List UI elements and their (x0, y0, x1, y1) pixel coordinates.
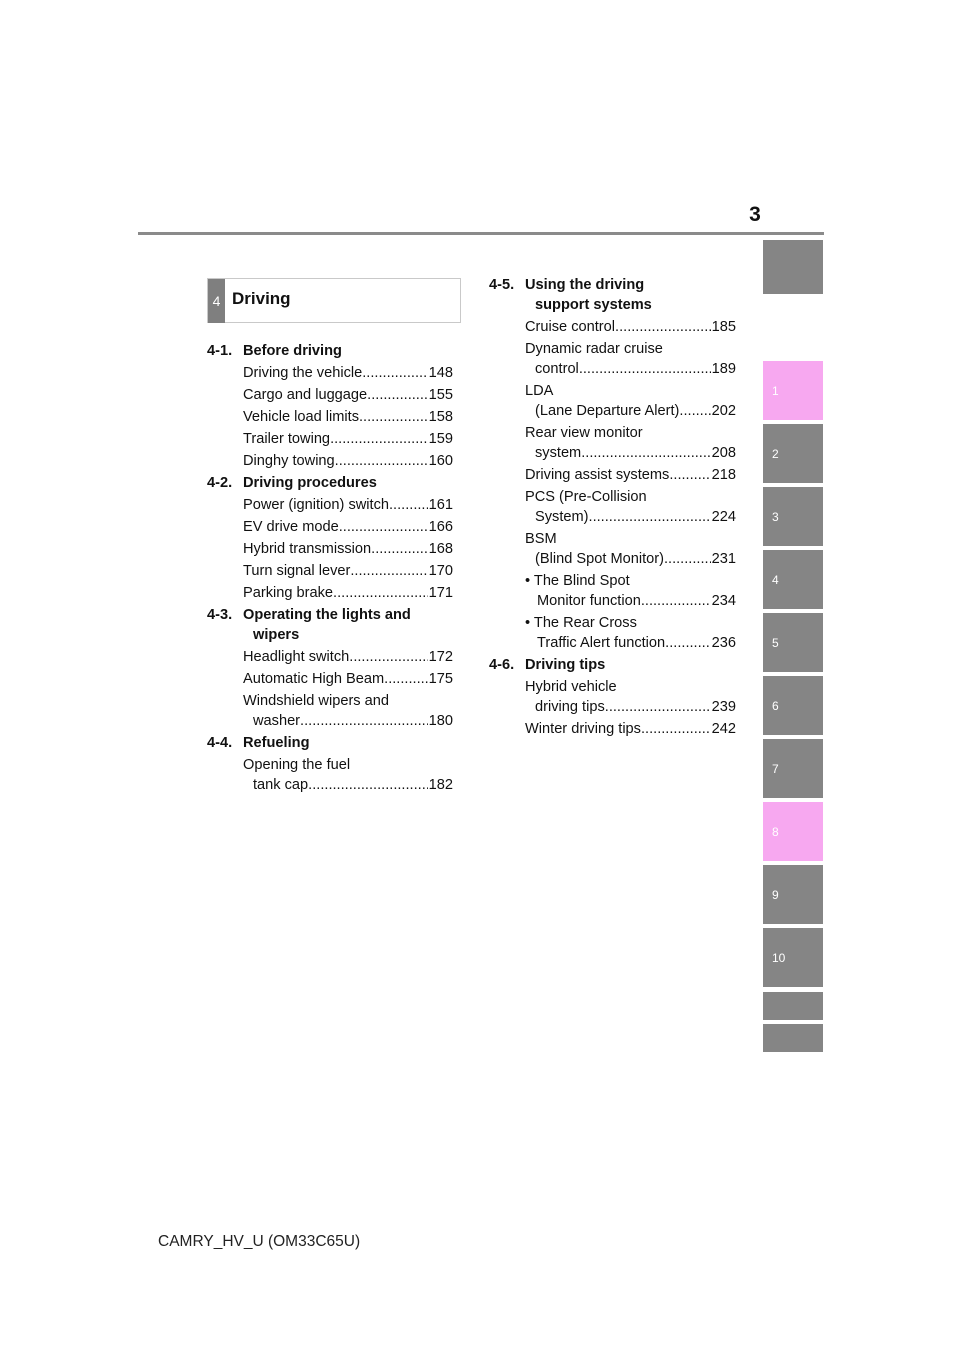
toc-entry-text: washer (253, 713, 301, 729)
toc-entry-text: Driving assist systems (525, 467, 670, 483)
toc-group-number: 4-5. (489, 277, 515, 293)
toc-entry-page: 175 (428, 671, 453, 687)
toc-entry-text: Traffic Alert function (537, 635, 666, 651)
toc-entry-text: LDA (525, 383, 554, 399)
toc-right-column (489, 275, 736, 741)
toc-entry-page: 168 (428, 541, 453, 557)
toc-entry-text: PCS (Pre-Collision (525, 489, 647, 505)
chapter-tab-9[interactable] (763, 865, 823, 924)
toc-group-label: Using the driving (525, 277, 645, 293)
toc-entry-page: 158 (428, 409, 453, 425)
dot-leader (384, 669, 428, 689)
toc-entry-page: 234 (711, 593, 736, 609)
toc-entry-page: 148 (428, 365, 453, 381)
toc-entry[interactable] (207, 495, 453, 515)
toc-group-title[interactable] (207, 733, 453, 753)
toc-entry[interactable] (489, 465, 736, 485)
toc-entry-text: System) (535, 509, 589, 525)
page-number: 3 (749, 203, 761, 226)
toc-entry-page: 208 (711, 445, 736, 461)
chapter-tab-2[interactable] (763, 424, 823, 483)
toc-left-column (207, 341, 453, 797)
chapter-tab-label: 2 (772, 447, 779, 461)
toc-group-title[interactable] (489, 655, 736, 675)
toc-entry-text: Driving the vehicle (243, 365, 363, 381)
dot-leader (330, 429, 428, 449)
toc-entry[interactable] (489, 719, 736, 739)
dot-leader (333, 583, 428, 603)
toc-entry-text: Dynamic radar cruise (525, 341, 663, 357)
toc-entry-text: Headlight switch (243, 649, 350, 665)
toc-entry[interactable] (207, 451, 453, 471)
toc-entry-page: 202 (711, 403, 736, 419)
chapter-tab-label: 7 (772, 762, 779, 776)
toc-entry-page: 239 (711, 699, 736, 715)
toc-group-title[interactable] (489, 275, 736, 315)
toc-entry-text: control (535, 361, 579, 377)
chapter-tab-blank[interactable] (763, 992, 823, 1020)
dot-leader (589, 507, 711, 527)
toc-entry[interactable] (489, 529, 736, 569)
toc-entry-text: (Blind Spot Monitor) (535, 551, 664, 567)
toc-entry[interactable] (489, 423, 736, 463)
toc-group (207, 341, 453, 471)
chapter-tab-10[interactable] (763, 928, 823, 987)
toc-group-label: Before driving (243, 343, 342, 359)
chapter-tab-blank[interactable] (763, 1024, 823, 1052)
toc-entry-page: 180 (428, 713, 453, 729)
toc-entry[interactable] (489, 487, 736, 527)
toc-group-title[interactable] (207, 605, 453, 645)
toc-group-label: Refueling (243, 735, 310, 751)
toc-entry[interactable] (207, 429, 453, 449)
dot-leader (367, 385, 427, 405)
toc-entry-page: 170 (428, 563, 453, 579)
dot-leader (605, 697, 711, 717)
dot-leader (664, 549, 711, 569)
dot-leader (339, 517, 428, 537)
toc-entry[interactable] (207, 583, 453, 603)
toc-group-number: 4-2. (207, 475, 233, 491)
toc-entry-page: 189 (711, 361, 736, 377)
toc-entry-text: Automatic High Beam (243, 671, 385, 687)
dot-leader (350, 561, 427, 581)
chapter-tab-label: 8 (772, 825, 779, 839)
chapter-tab-blank[interactable] (763, 240, 823, 294)
toc-entry-page: 242 (711, 721, 736, 737)
toc-entry-text: • The Blind Spot (525, 573, 630, 589)
section-title: Driving (232, 289, 291, 308)
toc-entry[interactable] (207, 691, 453, 731)
chapter-tab-label: 6 (772, 699, 779, 713)
toc-entry[interactable] (207, 363, 453, 383)
dot-leader (300, 711, 428, 731)
toc-entry-text: Turn signal lever (243, 563, 351, 579)
dot-leader (308, 775, 427, 795)
top-rule (138, 232, 824, 235)
toc-group (207, 473, 453, 603)
chapter-tab-label: 5 (772, 636, 779, 650)
dot-leader (615, 317, 711, 337)
toc-group (489, 655, 736, 739)
toc-entry-text: (Lane Departure Alert) (535, 403, 680, 419)
toc-entry[interactable] (207, 517, 453, 537)
toc-entry-page: 218 (711, 467, 736, 483)
toc-entry-text: Hybrid vehicle (525, 679, 617, 695)
toc-entry-page: 224 (711, 509, 736, 525)
toc-entry-page: 231 (711, 551, 736, 567)
chapter-tab-3[interactable] (763, 487, 823, 546)
toc-entry[interactable] (207, 407, 453, 427)
toc-group-title[interactable] (207, 473, 453, 493)
toc-group-label: Operating the lights and (243, 607, 411, 623)
chapter-tab-label: 10 (772, 951, 786, 965)
toc-entry[interactable] (489, 339, 736, 379)
toc-group-label-continued: support systems (535, 297, 652, 313)
dot-leader (669, 465, 710, 485)
toc-group-number: 4-3. (207, 607, 233, 623)
section-number: 4 (208, 279, 225, 323)
toc-group-label: Driving tips (525, 657, 606, 673)
toc-group (207, 733, 453, 795)
toc-group-label-continued: wipers (253, 627, 300, 643)
toc-entry-text: Parking brake (243, 585, 334, 601)
toc-entry[interactable] (207, 385, 453, 405)
dot-leader (581, 443, 710, 463)
section-header (207, 278, 461, 323)
toc-entry-text: Cruise control (525, 319, 616, 335)
document-code: CAMRY_HV_U (OM33C65U) (158, 1233, 361, 1250)
dot-leader (641, 719, 711, 739)
chapter-tab-label: 4 (772, 573, 779, 587)
toc-entry-text: Rear view monitor (525, 425, 643, 441)
toc-entry[interactable] (207, 561, 453, 581)
toc-entry-page: 236 (711, 635, 736, 651)
chapter-tab-label: 3 (772, 510, 779, 524)
chapter-tab-5[interactable] (763, 613, 823, 672)
chapter-tab-8[interactable] (763, 802, 823, 861)
toc-entry-page: 159 (428, 431, 453, 447)
toc-group-title[interactable] (207, 341, 453, 361)
dot-leader (665, 633, 710, 653)
toc-entry-text: tank cap (253, 777, 309, 793)
toc-group-number: 4-1. (207, 343, 233, 359)
toc-entry-text: EV drive mode (243, 519, 339, 535)
dot-leader (679, 401, 710, 421)
toc-entry-text: driving tips (535, 699, 605, 715)
toc-entry-page: 166 (428, 519, 453, 535)
toc-entry-page: 161 (428, 497, 453, 513)
chapter-tab-label: 9 (772, 888, 779, 902)
dot-leader (389, 495, 428, 515)
toc-entry-text: Winter driving tips (525, 721, 641, 737)
toc-entry-page: 172 (428, 649, 453, 665)
chapter-tab-label: 1 (772, 384, 779, 398)
chapter-tab-6[interactable] (763, 676, 823, 735)
toc-group (489, 275, 736, 653)
dot-leader (371, 539, 428, 559)
toc-entry-text: Cargo and luggage (243, 387, 368, 403)
toc-entry[interactable] (489, 317, 736, 337)
toc-entry[interactable] (489, 613, 736, 653)
dot-leader (335, 451, 428, 471)
toc-entry-page: 171 (428, 585, 453, 601)
toc-entry[interactable] (489, 381, 736, 421)
toc-entry-text: Vehicle load limits (243, 409, 359, 425)
toc-entry-text: Trailer towing (243, 431, 331, 447)
toc-entry-page: 185 (711, 319, 736, 335)
toc-entry[interactable] (207, 539, 453, 559)
toc-entry-page: 155 (428, 387, 453, 403)
toc-entry-page: 182 (428, 777, 453, 793)
toc-entry[interactable] (207, 669, 453, 689)
toc-entry-page: 160 (428, 453, 453, 469)
chapter-tab-4[interactable] (763, 550, 823, 609)
dot-leader (359, 407, 428, 427)
toc-entry[interactable] (489, 677, 736, 717)
toc-entry-text: system (535, 445, 582, 461)
toc-entry-text: Dinghy towing (243, 453, 335, 469)
dot-leader (362, 363, 427, 383)
toc-entry-text: Monitor function (537, 593, 641, 609)
toc-entry-text: Opening the fuel (243, 757, 351, 773)
chapter-tab-7[interactable] (763, 739, 823, 798)
dot-leader (349, 647, 427, 667)
toc-group-number: 4-6. (489, 657, 515, 673)
dot-leader (579, 359, 711, 379)
toc-entry[interactable] (489, 571, 736, 611)
toc-entry-text: Power (ignition) switch (243, 497, 389, 513)
toc-group (207, 605, 453, 731)
toc-entry-text: Hybrid transmission (243, 541, 372, 557)
dot-leader (641, 591, 711, 611)
toc-group-label: Driving procedures (243, 475, 377, 491)
toc-entry-text: BSM (525, 531, 557, 547)
chapter-tab-1[interactable] (763, 361, 823, 420)
toc-group-number: 4-4. (207, 735, 233, 751)
toc-entry[interactable] (207, 755, 453, 795)
toc-entry-text: Windshield wipers and (243, 693, 390, 709)
toc-entry-text: • The Rear Cross (525, 615, 637, 631)
toc-entry[interactable] (207, 647, 453, 667)
